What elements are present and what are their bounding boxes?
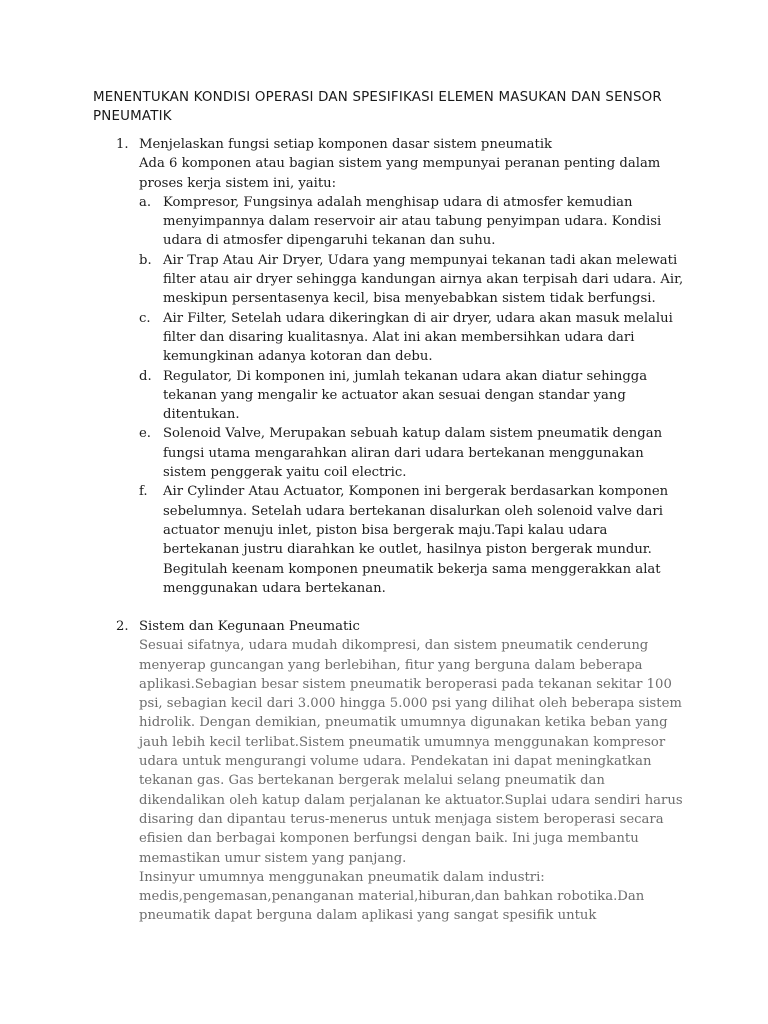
section-2-paragraph: Sesuai sifatnya, udara mudah dikompresi, dan sistem pneumatik cenderung menyerap guncangan yang berlebihan, fitur yang berguna dalam beberapa aplikasi.Sebagian besar sistem pneumatik beroperasi pada tekanan sekitar 100 psi, sebagian kecil dari 3.000 hingga 5.000 psi yang dilihat oleh beberapa sistem hidrolik. Dengan demikian, pneumatik umumnya digunakan ketika beban yang jauh lebih kecil terlibat.Sistem pneumatik umumnya menggunakan kompresor udara untuk mengurangi volume udara. Pendekatan ini dapat meningkatkan tekanan gas. Gas bertekanan bergerak melalui selang pneumatik dan dikendalikan oleh katup dalam perjalanan ke aktuator.Suplai udara sendiri harus disaring dan dipantau terus-menerus untuk menjaga sistem beroperasi secara efisien dan berbagai komponen berfungsi dengan baik. Ini juga membantu memastikan umur sistem yang panjang. xyxy=(139,638,683,866)
list-item-text: Air Trap Atau Air Dryer, Udara yang mempunyai tekanan tadi akan melewati filter atau air dryer sehingga kandungan airnya akan terpisah dari udara. Air, meskipun persentasenya kecil, bisa menyebabkan sistem tidak berfungsi. xyxy=(163,252,684,307)
section-1 xyxy=(139,135,684,598)
list-item-letter: a. xyxy=(139,194,152,210)
list-item-actuator xyxy=(139,482,684,598)
list-item-kompresor xyxy=(139,193,684,251)
list-item-solenoid-valve xyxy=(139,424,684,482)
list-item-text: Regulator, Di komponen ini, jumlah tekanan udara akan diatur sehingga tekanan yang mengalir ke actuator akan sesuai dengan standar yang ditentukan. xyxy=(163,368,648,423)
list-item-text: Air Filter, Setelah udara dikeringkan di air dryer, udara akan masuk melalui filter dan disaring kualitasnya. Alat ini akan membersihkan udara dari kemungkinan adanya kotoran dan debu. xyxy=(163,310,673,365)
section-1-intro: Ada 6 komponen atau bagian sistem yang mempunyai peranan penting dalam proses kerja sistem ini, yaitu: xyxy=(139,156,661,191)
component-list xyxy=(139,193,684,598)
list-item-air-filter xyxy=(139,309,684,367)
list-item-text: Solenoid Valve, Merupakan sebuah katup dalam sistem pneumatik dengan fungsi utama mengarahkan aliran dari udara bertekanan menggunakan sistem penggerak yaitu coil electric. xyxy=(163,426,663,481)
list-item-regulator xyxy=(139,367,684,425)
section-2-paragraph: Insinyur umumnya menggunakan pneumatik dalam industri: medis,pengemasan,penanganan material,hiburan,dan bahkan robotika.Dan pneumatik dapat berguna dalam aplikasi yang sangat spesifik untuk xyxy=(139,869,645,924)
list-item-letter: c. xyxy=(139,310,151,326)
section-2-heading: Sistem dan Kegunaan Pneumatic xyxy=(139,619,360,634)
section-1-heading: Menjelaskan fungsi setiap komponen dasar sistem pneumatik xyxy=(139,137,553,152)
list-item-text: Kompresor, Fungsinya adalah menghisap udara di atmosfer kemudian menyimpannya dalam reservoir air atau tabung penyimpan udara. Kondisi udara di atmosfer dipengaruhi tekanan dan suhu. xyxy=(163,194,662,249)
list-item-text: Air Cylinder Atau Actuator, Komponen ini bergerak berdasarkan komponen sebelumnya. Setelah udara bertekanan disalurkan oleh solenoid valve dari actuator menuju inlet, piston bisa bergerak maju.Tapi kalau udara bertekanan justru diarahkan ke outlet, hasilnya piston bergerak mundur. Begitulah keenam komponen pneumatik bekerja sama menggerakkan alat menggunakan udara bertekanan. xyxy=(163,484,669,596)
list-item-letter: f. xyxy=(139,484,148,500)
list-item-air-dryer xyxy=(139,251,684,309)
list-item-letter: d. xyxy=(139,368,152,384)
list-item-letter: e. xyxy=(139,426,151,442)
section-2 xyxy=(139,617,684,926)
document-title: MENENTUKAN KONDISI OPERASI DAN SPESIFIKASI ELEMEN MASUKAN DAN SENSOR PNEUMATIK xyxy=(93,90,662,124)
list-item-letter: b. xyxy=(139,252,152,268)
section-1-number: 1. xyxy=(116,137,129,152)
section-2-number: 2. xyxy=(116,619,129,634)
